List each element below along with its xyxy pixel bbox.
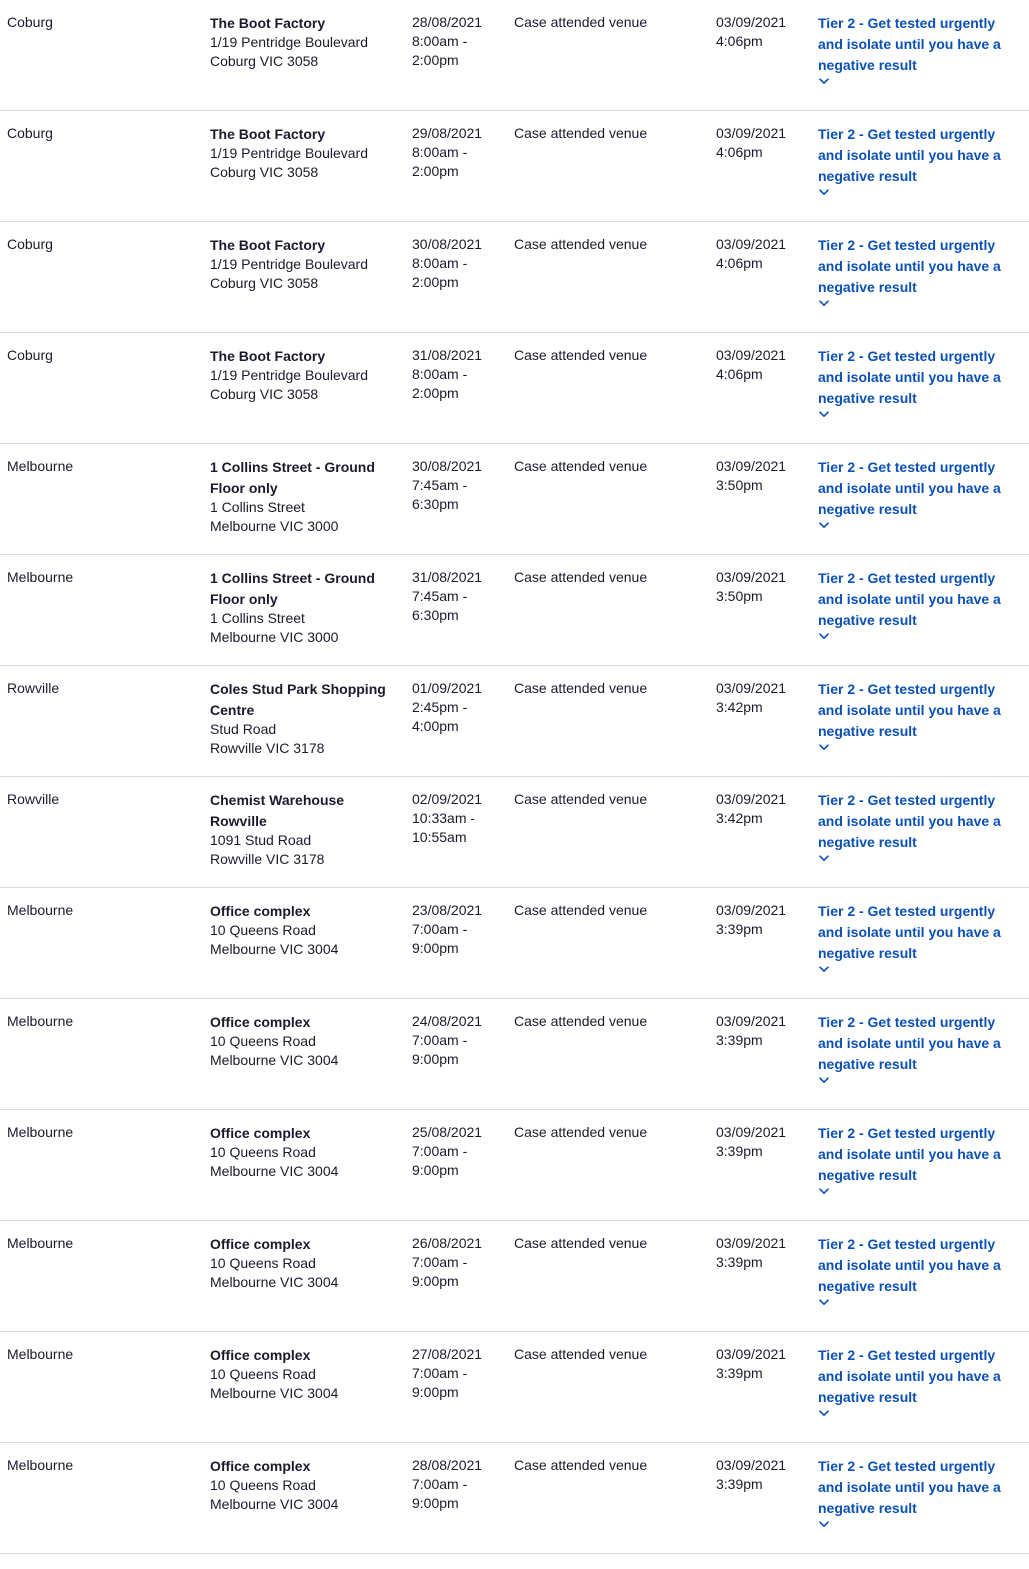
site-address-line-1: 1/19 Pentridge Boulevard [210,145,368,161]
site-address-line-1: 10 Queens Road [210,1033,316,1049]
health-advice-link[interactable]: Tier 2 - Get tested urgently and isolate until you have a negative result [818,1014,1001,1072]
notes-cell: Case attended venue [514,236,648,252]
added-date: 03/09/2021 [716,125,787,141]
chevron-down-icon[interactable] [819,966,827,974]
exposure-date: 27/08/2021 [412,1346,483,1362]
exposure-time-end: 6:30pm [412,496,459,512]
exposure-time-start: 7:00am - [412,1476,468,1492]
exposure-date: 01/09/2021 [412,680,483,696]
health-advice-link[interactable]: Tier 2 - Get tested urgently and isolate until you have a negative result [818,903,1001,961]
added-time: 3:39pm [716,1143,763,1159]
notes-cell: Case attended venue [514,569,648,585]
chevron-down-icon[interactable] [819,300,827,308]
site-address-line-1: Stud Road [210,721,277,737]
added-time: 3:39pm [716,1476,763,1492]
table-row [0,666,1029,777]
exposure-date: 29/08/2021 [412,125,483,141]
exposure-time-end: 9:00pm [412,1051,459,1067]
health-advice-cell [818,13,1018,86]
exposure-time-end: 9:00pm [412,1495,459,1511]
suburb-cell: Melbourne [7,1457,74,1473]
suburb-cell: Rowville [7,680,60,696]
exposure-time-start: 8:00am - [412,144,468,160]
health-advice-cell [818,1234,1018,1307]
added-cell [716,1123,808,1161]
notes-cell: Case attended venue [514,680,648,696]
health-advice-cell [818,790,1018,863]
table-row [0,888,1029,999]
chevron-down-icon[interactable] [819,1299,827,1307]
site-address-line-1: 1 Collins Street [210,610,305,626]
notes-cell: Case attended venue [514,458,648,474]
notes-cell: Case attended venue [514,125,648,141]
added-time: 4:06pm [716,33,763,49]
exposure-date: 28/08/2021 [412,14,483,30]
site-address-line-1: 10 Queens Road [210,1366,316,1382]
suburb-cell: Rowville [7,791,60,807]
exposure-time-end: 10:55am [412,829,467,845]
exposure-time-end: 9:00pm [412,1162,459,1178]
added-cell [716,1234,808,1272]
health-advice-cell [818,124,1018,197]
added-cell [716,235,808,273]
suburb-cell: Coburg [7,14,53,30]
added-cell [716,1456,808,1494]
notes-cell: Case attended venue [514,1346,648,1362]
site-address-line-1: 1/19 Pentridge Boulevard [210,367,368,383]
suburb-cell: Melbourne [7,1013,74,1029]
added-cell [716,568,808,606]
site-cell [210,13,400,71]
exposure-date: 31/08/2021 [412,347,483,363]
health-advice-link[interactable]: Tier 2 - Get tested urgently and isolate until you have a negative result [818,1236,1001,1294]
health-advice-cell [818,679,1018,752]
exposure-time-end: 2:00pm [412,385,459,401]
site-address-line-2: Coburg VIC 3058 [210,164,319,180]
site-address-line-2: Melbourne VIC 3004 [210,1163,339,1179]
exposure-period-cell [412,568,504,625]
site-name: Office complex [210,1236,311,1252]
site-cell [210,346,400,404]
health-advice-cell [818,235,1018,308]
notes-cell: Case attended venue [514,1013,648,1029]
site-cell [210,1456,400,1514]
exposure-time-start: 7:45am - [412,477,468,493]
added-date: 03/09/2021 [716,1013,787,1029]
chevron-down-icon[interactable] [819,855,827,863]
exposure-time-start: 7:45am - [412,588,468,604]
site-name: Office complex [210,903,311,919]
site-name: The Boot Factory [210,15,326,31]
site-name: Office complex [210,1014,311,1030]
site-address-line-1: 10 Queens Road [210,1255,316,1271]
site-address-line-2: Melbourne VIC 3000 [210,629,339,645]
added-cell [716,790,808,828]
site-address-line-2: Melbourne VIC 3000 [210,518,339,534]
health-advice-cell [818,1123,1018,1196]
added-date: 03/09/2021 [716,14,787,30]
added-time: 4:06pm [716,144,763,160]
added-cell [716,124,808,162]
health-advice-cell [818,1012,1018,1085]
exposure-period-cell [412,457,504,514]
exposure-date: 26/08/2021 [412,1235,483,1251]
site-name: The Boot Factory [210,237,326,253]
table-row [0,1110,1029,1221]
exposure-period-cell [412,790,504,847]
exposure-time-end: 9:00pm [412,1384,459,1400]
health-advice-link[interactable]: Tier 2 - Get tested urgently and isolate until you have a negative result [818,792,1001,850]
suburb-cell: Coburg [7,236,53,252]
table-row [0,0,1029,111]
suburb-cell: Coburg [7,125,53,141]
notes-cell: Case attended venue [514,1457,648,1473]
site-cell [210,901,400,959]
site-name: Chemist Warehouse Rowville [210,792,345,829]
health-advice-link[interactable]: Tier 2 - Get tested urgently and isolate until you have a negative result [818,459,1001,517]
exposure-date: 30/08/2021 [412,458,483,474]
site-cell [210,1234,400,1292]
notes-cell: Case attended venue [514,347,648,363]
added-cell [716,901,808,939]
health-advice-link[interactable]: Tier 2 - Get tested urgently and isolate until you have a negative result [818,570,1001,628]
site-address-line-1: 10 Queens Road [210,1477,316,1493]
site-address-line-2: Coburg VIC 3058 [210,386,319,402]
exposure-time-start: 10:33am - [412,810,476,826]
exposure-period-cell [412,1234,504,1291]
notes-cell: Case attended venue [514,14,648,30]
added-date: 03/09/2021 [716,1346,787,1362]
exposure-period-cell [412,1345,504,1402]
exposure-time-end: 2:00pm [412,274,459,290]
table-row [0,111,1029,222]
chevron-down-icon[interactable] [819,1077,827,1085]
exposure-time-start: 7:00am - [412,1143,468,1159]
health-advice-link[interactable]: Tier 2 - Get tested urgently and isolate until you have a negative result [818,1125,1001,1183]
notes-cell: Case attended venue [514,791,648,807]
exposure-time-start: 8:00am - [412,255,468,271]
site-address-line-1: 1091 Stud Road [210,832,312,848]
exposure-date: 02/09/2021 [412,791,483,807]
added-date: 03/09/2021 [716,680,787,696]
site-address-line-2: Melbourne VIC 3004 [210,1274,339,1290]
suburb-cell: Melbourne [7,902,74,918]
exposure-time-start: 7:00am - [412,1032,468,1048]
table-row [0,555,1029,666]
site-address-line-2: Melbourne VIC 3004 [210,1496,339,1512]
exposure-time-start: 7:00am - [412,1365,468,1381]
added-date: 03/09/2021 [716,1235,787,1251]
site-address-line-1: 10 Queens Road [210,922,316,938]
added-date: 03/09/2021 [716,347,787,363]
exposure-period-cell [412,901,504,958]
added-time: 3:39pm [716,1032,763,1048]
health-advice-link[interactable]: Tier 2 - Get tested urgently and isolate until you have a negative result [818,126,1001,184]
site-cell [210,124,400,182]
added-date: 03/09/2021 [716,1124,787,1140]
site-cell [210,235,400,293]
suburb-cell: Melbourne [7,1346,74,1362]
added-cell [716,679,808,717]
table-row [0,333,1029,444]
chevron-down-icon[interactable] [819,1410,827,1418]
exposure-time-start: 7:00am - [412,921,468,937]
site-name: Office complex [210,1347,311,1363]
exposure-period-cell [412,679,504,736]
suburb-cell: Melbourne [7,1235,74,1251]
added-date: 03/09/2021 [716,791,787,807]
exposure-period-cell [412,346,504,403]
health-advice-link[interactable]: Tier 2 - Get tested urgently and isolate until you have a negative result [818,681,1001,739]
site-name: Coles Stud Park Shopping Centre [210,681,386,718]
chevron-down-icon[interactable] [819,522,827,530]
exposure-time-start: 7:00am - [412,1254,468,1270]
exposure-time-start: 8:00am - [412,366,468,382]
chevron-down-icon[interactable] [819,633,827,641]
added-time: 3:39pm [716,1365,763,1381]
chevron-down-icon[interactable] [819,189,827,197]
table-row [0,777,1029,888]
site-name: The Boot Factory [210,126,326,142]
site-name: 1 Collins Street - Ground Floor only [210,459,375,496]
exposure-date: 25/08/2021 [412,1124,483,1140]
site-address-line-2: Melbourne VIC 3004 [210,1052,339,1068]
exposure-date: 28/08/2021 [412,1457,483,1473]
suburb-cell: Melbourne [7,569,74,585]
exposure-time-start: 2:45pm - [412,699,468,715]
chevron-down-icon[interactable] [819,78,827,86]
health-advice-link[interactable]: Tier 2 - Get tested urgently and isolate until you have a negative result [818,1347,1001,1405]
health-advice-cell [818,901,1018,974]
added-time: 3:50pm [716,588,763,604]
table-row [0,999,1029,1110]
table-row [0,1221,1029,1332]
exposure-date: 23/08/2021 [412,902,483,918]
exposure-time-end: 2:00pm [412,52,459,68]
health-advice-cell [818,1345,1018,1418]
added-time: 3:39pm [716,1254,763,1270]
chevron-down-icon[interactable] [819,411,827,419]
site-cell [210,1123,400,1181]
added-cell [716,1345,808,1383]
added-time: 4:06pm [716,255,763,271]
notes-cell: Case attended venue [514,902,648,918]
site-cell [210,1012,400,1070]
added-cell [716,13,808,51]
health-advice-cell [818,568,1018,641]
added-cell [716,1012,808,1050]
exposure-time-end: 6:30pm [412,607,459,623]
added-time: 3:50pm [716,477,763,493]
site-address-line-2: Rowville VIC 3178 [210,851,325,867]
site-address-line-2: Rowville VIC 3178 [210,740,325,756]
site-address-line-2: Coburg VIC 3058 [210,275,319,291]
added-time: 3:42pm [716,810,763,826]
exposure-time-end: 2:00pm [412,163,459,179]
health-advice-cell [818,457,1018,530]
notes-cell: Case attended venue [514,1124,648,1140]
site-cell [210,679,400,758]
exposure-time-end: 9:00pm [412,940,459,956]
exposure-date: 24/08/2021 [412,1013,483,1029]
suburb-cell: Coburg [7,347,53,363]
notes-cell: Case attended venue [514,1235,648,1251]
table-row [0,222,1029,333]
site-cell [210,457,400,536]
site-address-line-1: 10 Queens Road [210,1144,316,1160]
added-date: 03/09/2021 [716,1457,787,1473]
health-advice-link[interactable]: Tier 2 - Get tested urgently and isolate until you have a negative result [818,348,1001,406]
exposure-date: 30/08/2021 [412,236,483,252]
site-name: 1 Collins Street - Ground Floor only [210,570,375,607]
added-cell [716,457,808,495]
exposure-period-cell [412,1123,504,1180]
added-date: 03/09/2021 [716,458,787,474]
site-name: Office complex [210,1458,311,1474]
suburb-cell: Melbourne [7,458,74,474]
chevron-down-icon[interactable] [819,1188,827,1196]
site-cell [210,790,400,869]
health-advice-link[interactable]: Tier 2 - Get tested urgently and isolate until you have a negative result [818,15,1001,73]
site-name: The Boot Factory [210,348,326,364]
site-address-line-1: 1/19 Pentridge Boulevard [210,256,368,272]
chevron-down-icon[interactable] [819,1521,827,1529]
health-advice-cell [818,346,1018,419]
site-address-line-2: Coburg VIC 3058 [210,53,319,69]
exposure-time-start: 8:00am - [412,33,468,49]
added-date: 03/09/2021 [716,569,787,585]
added-time: 3:39pm [716,921,763,937]
exposure-period-cell [412,124,504,181]
site-cell [210,568,400,647]
health-advice-cell [818,1456,1018,1529]
chevron-down-icon[interactable] [819,744,827,752]
site-name: Office complex [210,1125,311,1141]
exposure-date: 31/08/2021 [412,569,483,585]
table-row [0,1332,1029,1443]
site-address-line-2: Melbourne VIC 3004 [210,941,339,957]
exposure-period-cell [412,13,504,70]
exposure-period-cell [412,1012,504,1069]
exposure-period-cell [412,235,504,292]
exposure-period-cell [412,1456,504,1513]
table-row [0,444,1029,555]
site-address-line-2: Melbourne VIC 3004 [210,1385,339,1401]
health-advice-link[interactable]: Tier 2 - Get tested urgently and isolate until you have a negative result [818,1458,1001,1516]
table-row [0,1443,1029,1554]
added-date: 03/09/2021 [716,902,787,918]
added-date: 03/09/2021 [716,236,787,252]
site-cell [210,1345,400,1403]
added-time: 3:42pm [716,699,763,715]
exposure-time-end: 9:00pm [412,1273,459,1289]
health-advice-link[interactable]: Tier 2 - Get tested urgently and isolate until you have a negative result [818,237,1001,295]
added-time: 4:06pm [716,366,763,382]
suburb-cell: Melbourne [7,1124,74,1140]
added-cell [716,346,808,384]
site-address-line-1: 1 Collins Street [210,499,305,515]
site-address-line-1: 1/19 Pentridge Boulevard [210,34,368,50]
exposure-time-end: 4:00pm [412,718,459,734]
